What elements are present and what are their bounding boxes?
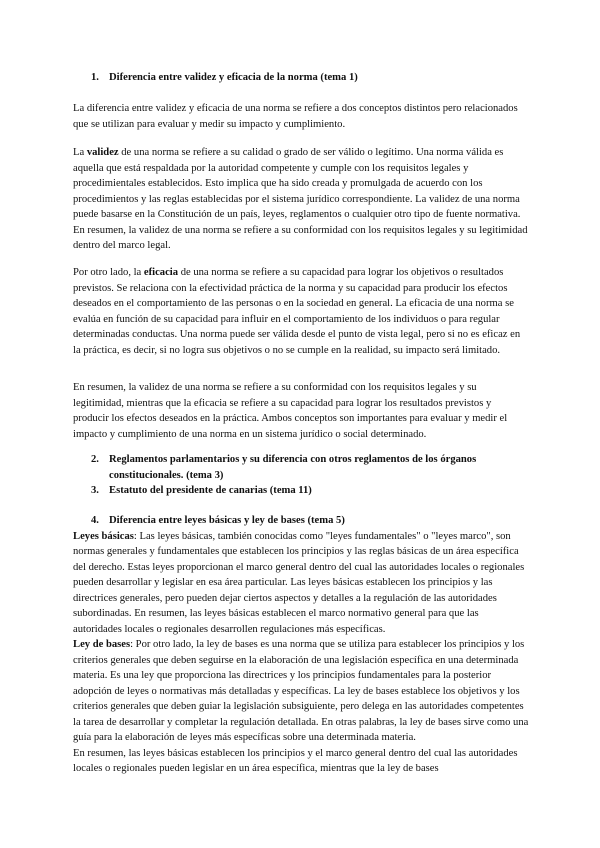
ley-bases-text: : Por otro lado, la ley de bases es una norma que se utiliza para establecer los principios y los criterios generales que deben seguirse en la elaboración de una legislación específica en una determinada materia. Es una ley que proporciona las directrices y los principios fundamentales para la posterior adopción de leyes o normativas más detalladas y específicas. La ley de bases establece los objetivos y los criterios generales que deben guiar la legislación subsiguiente, pero delega en las autoridades competentes la tarea de desarrollar y completar la regulación detallada. En otras palabras, la ley de bases sirve como una guía para la elaboración de leyes más específicas sobre una determinada materia. <box>73 639 529 743</box>
leyes-basicas-term: Leyes básicas <box>73 530 134 542</box>
heading-1-text: Diferencia entre validez y eficacia de la norma (tema 1) <box>109 72 358 83</box>
heading-1-number: 1. <box>91 72 99 83</box>
validez-paragraph-block <box>73 145 529 254</box>
heading-2-text: Reglamentos parlamentarios y su diferencia con otros reglamentos de los órganos constitucionales. (tema 3) <box>109 454 477 481</box>
heading-4 <box>73 513 529 529</box>
heading-4-number: 4. <box>91 515 99 526</box>
eficacia-pre: Por otro lado, la <box>73 267 144 278</box>
heading-1 <box>73 70 529 86</box>
leyes-basicas-paragraph <box>73 529 529 638</box>
heading-2-number: 2. <box>91 454 99 465</box>
eficacia-paragraph <box>73 265 529 358</box>
validez-paragraph <box>73 145 529 254</box>
ley-bases-term: Ley de bases <box>73 639 131 650</box>
eficacia-text: de una norma se refiere a su capacidad para lograr los objetivos o resultados previstos. Se relaciona con la efectividad práctica de la norma y su capacidad para producir los efectos deseados en el comportamiento de las personas o en la sociedad en general. La eficacia de una norma se evalúa en función de su capacidad para influir en el comportamiento de los individuos o para regular determinadas conductas. Una norma puede ser válida desde el punto de vista legal, pero si no es eficaz en la práctica, es decir, si no logra sus objetivos o no se cumple en la realidad, su impacto será limitado. <box>73 267 521 356</box>
section-list <box>73 452 529 499</box>
eficacia-paragraph-block <box>73 265 529 358</box>
resumen-paragraph-block <box>73 380 529 442</box>
heading-2 <box>73 452 529 483</box>
intro-paragraph-block <box>73 101 529 132</box>
leyes-basicas-text: : Las leyes básicas, también conocidas como "leyes fundamentales" o "leyes marco", son normas generales y fundamentales que establecen los principios y las reglas básicas de un área específica del derecho. Estas leyes proporcionan el marco general dentro del cual las autoridades locales o regionales pueden desarrollar y legislar en esa área particular. Las leyes básicas establecen los principios y las directrices generales, pero pueden dejar ciertos aspectos y detalles a la regulación de las autoridades subordinadas. En resumen, las leyes básicas establecen el marco normativo general para que las autoridades locales o regionales desarrollen regulaciones más específicas. <box>73 530 525 635</box>
section-1 <box>73 70 529 86</box>
section-4 <box>73 513 529 777</box>
ley-bases-paragraph <box>73 637 529 746</box>
validez-text: de una norma se refiere a su calidad o grado de ser válido o legítimo. Una norma válida es aquella que está respaldada por la autoridad competente y cumple con los requisitos legales y procedimientales establecidos. Esto implica que ha sido creada y promulgada de acuerdo con los procedimientos y las reglas establecidas por el sistema jurídico correspondiente. La validez de una norma puede basarse en la Constitución de un país, leyes, reglamentos o cualquier otro tipo de fuente normativa. En resumen, la validez de una norma se refiere a su conformidad con los requisitos legales y su legitimidad dentro del marco legal. <box>73 147 528 251</box>
intro-paragraph: La diferencia entre validez y eficacia de una norma se refiere a dos conceptos distintos pero relacionados que se utilizan para evaluar y medir su impacto y cumplimiento. <box>73 103 518 130</box>
validez-pre: La <box>73 147 87 158</box>
validez-term: validez <box>86 147 119 158</box>
resumen-paragraph: En resumen, la validez de una norma se refiere a su conformidad con los requisitos legales y su legitimidad, mientras que la eficacia se refiere a su capacidad para lograr los resultados previstos y producir los efectos deseados en la práctica. Ambos conceptos son importantes para evaluar y medir el impacto y cumplimiento de una norma en un sistema jurídico o social determinado. <box>73 382 508 440</box>
heading-4-text: Diferencia entre leyes básicas y ley de bases (tema 5) <box>109 515 345 526</box>
eficacia-term: eficacia <box>143 267 179 278</box>
final-paragraph: En resumen, las leyes básicas establecen los principios y el marco general dentro del cual las autoridades locales o regionales pueden legislar en un área específica, mientras que la ley de bases <box>73 747 518 774</box>
heading-3 <box>73 483 529 499</box>
heading-3-number: 3. <box>91 485 99 496</box>
heading-3-text: Estatuto del presidente de canarias (tema 11) <box>109 485 312 496</box>
